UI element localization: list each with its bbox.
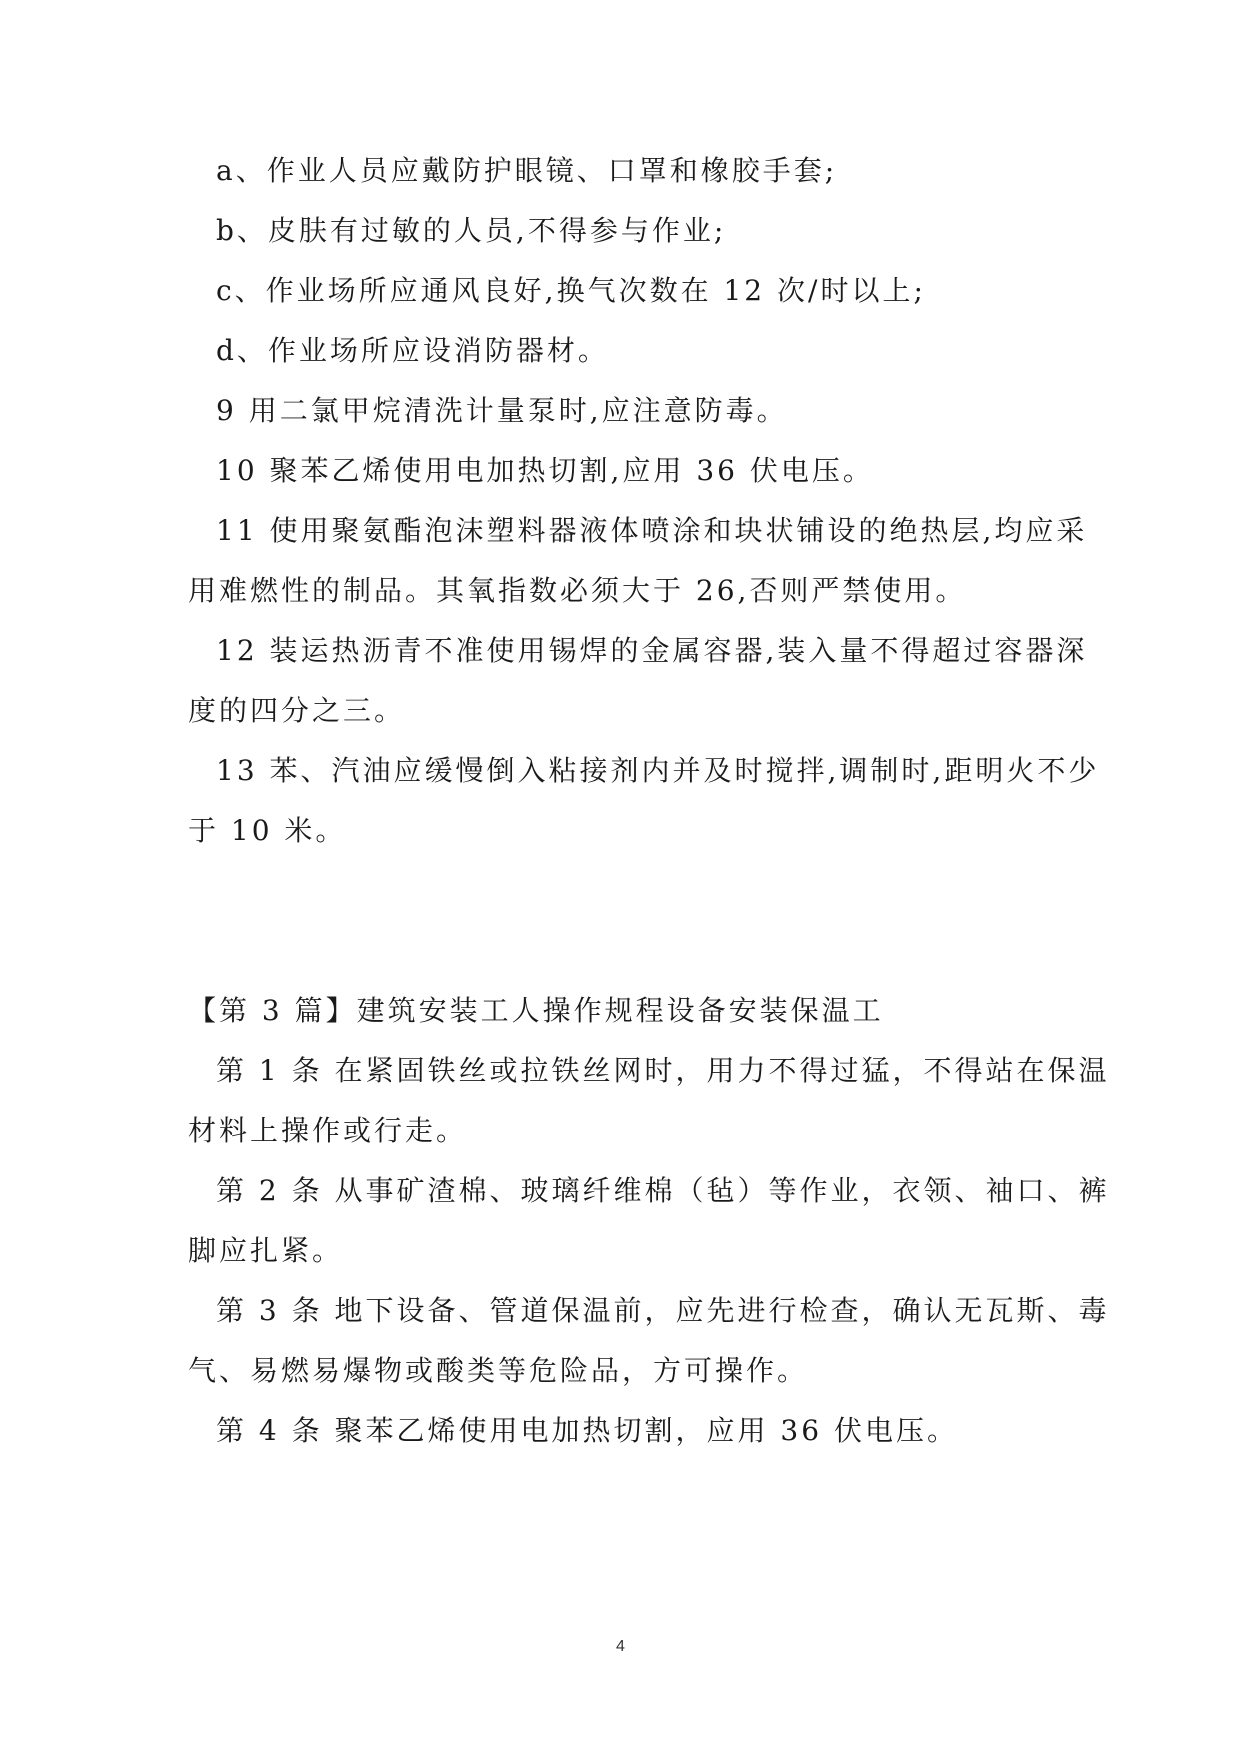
article-2-line1: 第 2 条 从事矿渣棉、玻璃纤维棉（毡）等作业，衣领、袖口、裤: [216, 1174, 1110, 1207]
page-number: 4: [616, 1638, 625, 1655]
section-title: 【第 3 篇】建筑安装工人操作规程设备安装保温工: [188, 994, 884, 1027]
list-item-b: b、皮肤有过敏的人员,不得参与作业;: [216, 214, 727, 247]
article-3-line2: 气、易燃易爆物或酸类等危险品，方可操作。: [188, 1354, 809, 1387]
list-item-c: c、作业场所应通风良好,换气次数在 12 次/时以上;: [216, 274, 926, 307]
rule-item-9: 9 用二氯甲烷清洗计量泵时,应注意防毒。: [216, 394, 788, 427]
list-item-d: d、作业场所应设消防器材。: [216, 334, 609, 367]
rule-item-12-line2: 度的四分之三。: [188, 694, 406, 727]
article-3-line1: 第 3 条 地下设备、管道保温前，应先进行检查，确认无瓦斯、毒: [216, 1294, 1110, 1327]
rule-item-13-line2: 于 10 米。: [188, 814, 347, 847]
list-item-a: a、作业人员应戴防护眼镜、口罩和橡胶手套;: [216, 154, 838, 187]
rule-item-11-line1: 11 使用聚氨酯泡沫塑料器液体喷涂和块状铺设的绝热层,均应采: [216, 514, 1088, 547]
article-1-line2: 材料上操作或行走。: [188, 1114, 468, 1147]
article-2-line2: 脚应扎紧。: [188, 1234, 344, 1267]
article-1-line1: 第 1 条 在紧固铁丝或拉铁丝网时，用力不得过猛，不得站在保温: [216, 1054, 1110, 1087]
rule-item-12-line1: 12 装运热沥青不准使用锡焊的金属容器,装入量不得超过容器深: [216, 634, 1088, 667]
rule-item-11-line2: 用难燃性的制品。其氧指数必须大于 26,否则严禁使用。: [188, 574, 967, 607]
rule-item-13-line1: 13 苯、汽油应缓慢倒入粘接剂内并及时搅拌,调制时,距明火不少: [216, 754, 1100, 787]
article-4-line1: 第 4 条 聚苯乙烯使用电加热切割，应用 36 伏电压。: [216, 1414, 958, 1447]
rule-item-10: 10 聚苯乙烯使用电加热切割,应用 36 伏电压。: [216, 454, 874, 487]
